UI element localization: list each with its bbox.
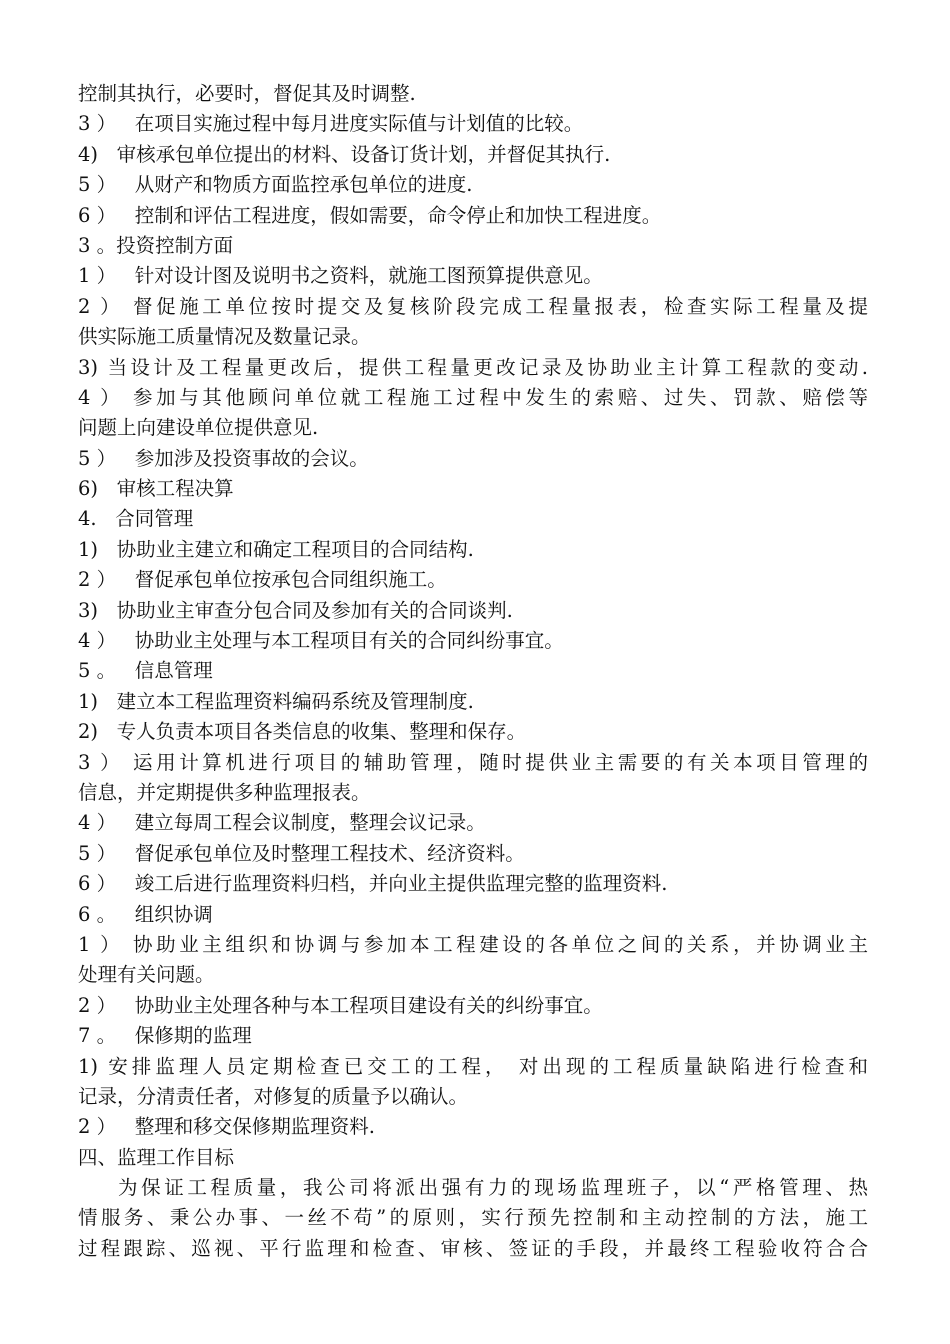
text-line: 1 ） 协助业主组织和协调与参加本工程建设的各单位之间的关系，并协调业主 — [78, 932, 868, 956]
text-line: 5 ） 参加涉及投资事故的会议。 — [78, 446, 369, 470]
text-line: 5 ） 从财产和物质方面监控承包单位的进度. — [78, 173, 473, 197]
text-line: 2 ） 督促承包单位按承包合同组织施工。 — [78, 568, 447, 592]
text-line: 6 ） 控制和评估工程进度，假如需要，命令停止和加快工程进度。 — [78, 203, 662, 227]
text-line: 为保证工程质量，我公司将派出强有力的现场监理班子，以“严格管理、热 — [118, 1176, 868, 1200]
text-line: 3) 协助业主审查分包合同及参加有关的合同谈判. — [78, 598, 513, 622]
text-line: 2 ） 协助业主处理各种与本工程项目建设有关的纠纷事宜。 — [78, 993, 603, 1017]
text-line: 2) 专人负责本项目各类信息的收集、整理和保存。 — [78, 720, 527, 744]
text-line: 1 ） 针对设计图及说明书之资料，就施工图预算提供意见。 — [78, 264, 603, 288]
text-line: 5 ） 督促承包单位及时整理工程技术、经济资料。 — [78, 841, 525, 865]
text-line: 信息，并定期提供多种监理报表。 — [78, 780, 371, 804]
document-body — [78, 79, 868, 1264]
text-line: 1) 安排监理人员定期检查已交工的工程， 对出现的工程质量缺陷进行检查和 — [78, 1054, 868, 1078]
text-line: 4) 审核承包单位提出的材料、设备订货计划，并督促其执行. — [78, 142, 611, 166]
text-line: 6) 审核工程决算 — [78, 477, 234, 501]
text-line: 处理有关问题。 — [78, 963, 215, 987]
text-line: 3) 当设计及工程量更改后，提供工程量更改记录及协助业主计算工程款的变动. — [78, 355, 868, 379]
text-line: 4 ） 建立每周工程会议制度，整理会议记录。 — [78, 811, 486, 835]
text-line: 2 ） 整理和移交保修期监理资料. — [78, 1115, 375, 1139]
text-line: 3 ） 运用计算机进行项目的辅助管理，随时提供业主需要的有关本项目管理的 — [78, 750, 868, 774]
text-line: 1) 协助业主建立和确定工程项目的合同结构. — [78, 537, 474, 561]
text-line: 4 ） 协助业主处理与本工程项目有关的合同纠纷事宜。 — [78, 629, 564, 653]
text-line: 5 。 信息管理 — [78, 659, 213, 683]
text-line: 4 ） 参加与其他顾问单位就工程施工过程中发生的索赔、过失、罚款、赔偿等 — [78, 385, 868, 409]
text-line: 记录，分清责任者，对修复的质量予以确认。 — [78, 1084, 469, 1108]
text-line: 6 ） 竣工后进行监理资料归档，并向业主提供监理完整的监理资料. — [78, 872, 668, 896]
text-line: 过程跟踪、巡视、平行监理和检查、审核、签证的手段，并最终工程验收符合合 — [78, 1236, 868, 1260]
text-line: 4. 合同管理 — [78, 507, 194, 531]
text-line: 6 。 组织协调 — [78, 902, 213, 926]
text-line: 3 ） 在项目实施过程中每月进度实际值与计划值的比较。 — [78, 112, 584, 136]
text-line: 四、监理工作目标 — [78, 1145, 235, 1169]
text-line: 7 。 保修期的监理 — [78, 1024, 252, 1048]
text-line: 供实际施工质量情况及数量记录。 — [78, 325, 371, 349]
text-line: 1) 建立本工程监理资料编码系统及管理制度. — [78, 689, 474, 713]
text-line: 3 。投资控制方面 — [78, 233, 234, 257]
text-line: 控制其执行，必要时，督促其及时调整. — [78, 82, 416, 105]
text-line: 情服务、秉公办事、一丝不苟”的原则，实行预先控制和主动控制的方法，施工 — [78, 1206, 868, 1230]
text-line: 问题上向建设单位提供意见. — [78, 416, 319, 440]
text-line: 2 ） 督促施工单位按时提交及复核阶段完成工程量报表，检查实际工程量及提 — [78, 294, 868, 318]
